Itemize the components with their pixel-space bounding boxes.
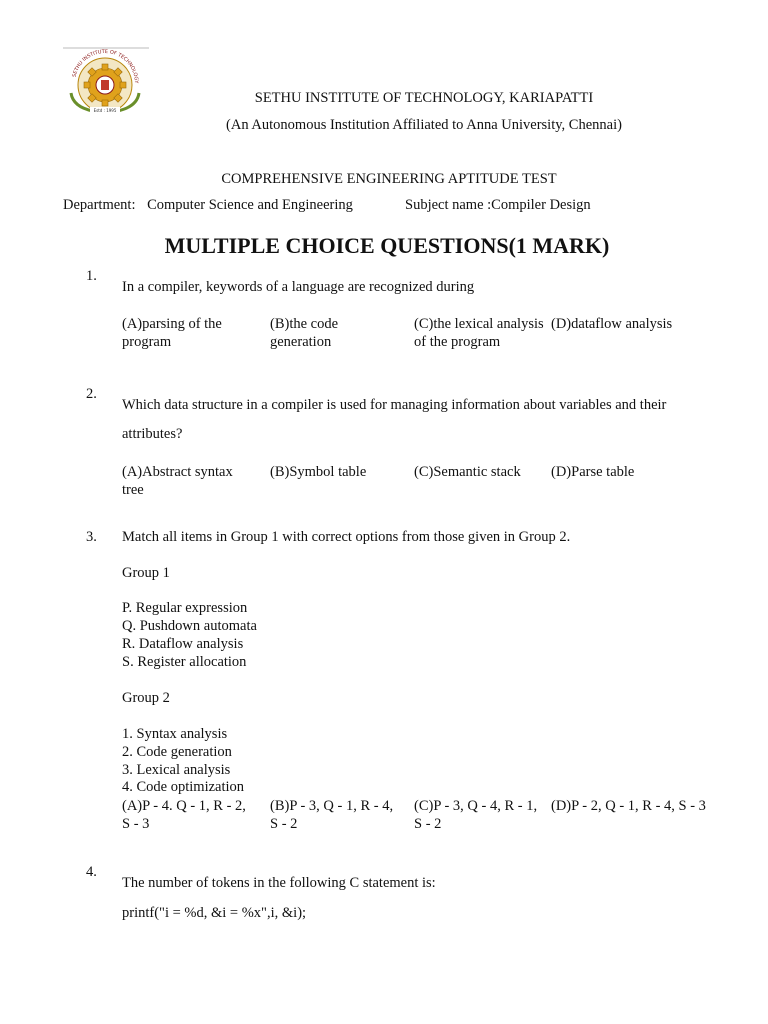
question-number: 1. <box>86 268 97 284</box>
group2-item: 3. Lexical analysis <box>122 762 231 778</box>
department-label: Department: <box>63 197 136 213</box>
group1-item: Q. Pushdown automata <box>122 618 257 634</box>
gear-emblem-icon <box>63 47 149 121</box>
affiliation-text: (An Autonomous Institution Affiliated to Anna University, Chennai) <box>226 117 622 133</box>
option-c: (C)Semantic stack <box>414 464 521 480</box>
group2-item: 4. Code optimization <box>122 779 245 795</box>
option-b: (B)the code generation <box>270 316 339 350</box>
option-d: (D)Parse table <box>551 464 635 480</box>
question-text: Match all items in Group 1 with correct options from those given in Group 2. <box>122 529 571 545</box>
test-name: COMPREHENSIVE ENGINEERING APTITUDE TEST <box>221 171 557 187</box>
institute-name: SETHU INSTITUTE OF TECHNOLOGY, KARIAPATTI <box>254 90 594 106</box>
option-d: (D)dataflow analysis <box>551 316 673 332</box>
option-c: (C)the lexical analysis of the program <box>414 316 544 350</box>
question-text: In a compiler, keywords of a language are recognized during <box>122 279 475 295</box>
subject-name: Subject name :Compiler Design <box>405 197 591 213</box>
option-a: (A)parsing of the program <box>122 316 222 350</box>
page-title: MULTIPLE CHOICE QUESTIONS(1 MARK) <box>164 233 610 258</box>
group1-item: R. Dataflow analysis <box>122 636 244 652</box>
institute-logo <box>63 47 149 121</box>
code-statement: printf("i = %d, &i = %x",i, &i); <box>122 905 307 921</box>
department-line <box>63 197 353 214</box>
question-text: The number of tokens in the following C statement is: <box>122 875 436 891</box>
option-c: (C)P - 3, Q - 4, R - 1, S - 2 <box>414 798 538 832</box>
option-b: (B)Symbol table <box>270 464 367 480</box>
question-number: 4. <box>86 864 97 880</box>
option-d: (D)P - 2, Q - 1, R - 4, S - 3 <box>551 798 706 814</box>
option-a: (A)P - 4. Q - 1, R - 2, S - 3 <box>122 798 246 832</box>
option-a: (A)Abstract syntax tree <box>122 464 233 498</box>
option-b: (B)P - 3, Q - 1, R - 4, S - 2 <box>270 798 394 832</box>
svg-text:SETHU INSTITUTE OF TECHNOLOGY: SETHU INSTITUTE OF TECHNOLOGY <box>71 48 140 84</box>
group2-item: 2. Code generation <box>122 744 232 760</box>
question-number: 2. <box>86 386 97 402</box>
question-number: 3. <box>86 529 97 545</box>
group2-label: Group 2 <box>122 690 170 706</box>
question-text: Which data structure in a compiler is used for managing information about variables and their attributes? <box>122 397 667 442</box>
group1-label: Group 1 <box>122 565 170 581</box>
group2-item: 1. Syntax analysis <box>122 726 228 742</box>
group1-item: S. Register allocation <box>122 654 247 670</box>
department-value: Computer Science and Engineering <box>147 197 353 213</box>
group1-item: P. Regular expression <box>122 600 248 616</box>
svg-text:Estd : 1995: Estd : 1995 <box>93 108 117 113</box>
